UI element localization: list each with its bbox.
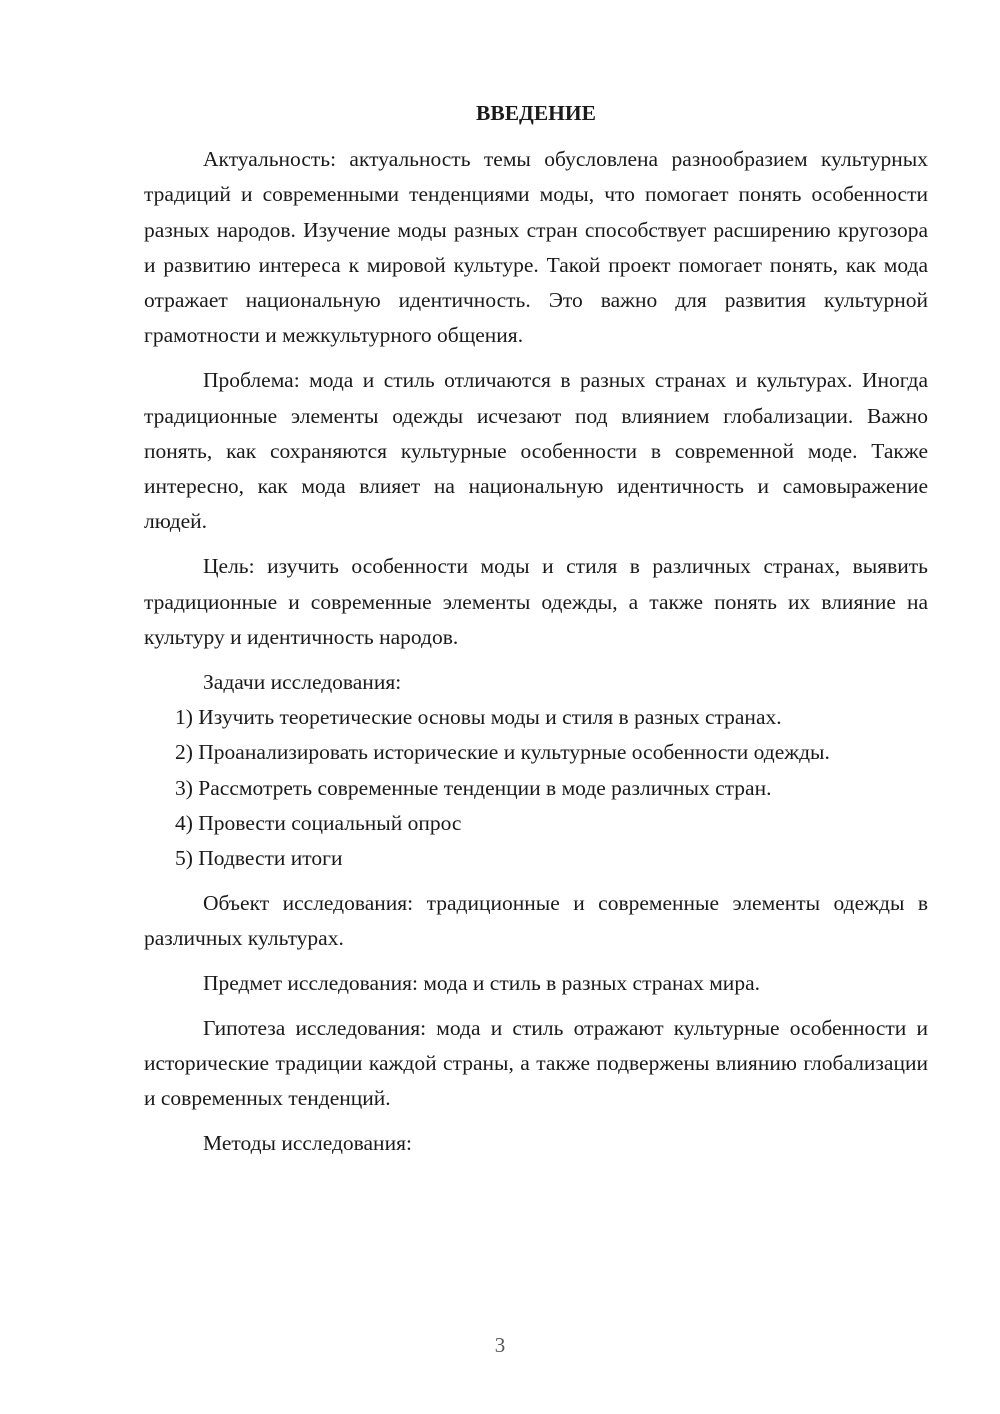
paragraph-subject: Предмет исследования: мода и стиль в разных странах мира. — [203, 971, 760, 996]
paragraph-problem: Проблема: мода и стиль отличаются в разных странах и культурах. Иногда традиционные элементы одежды исчезают под влиянием глобализации. Важно понять, как сохраняются культурные особенности в современной моде. Также интересно, как мода влияет на национальную идентичность и самовыражение людей. — [144, 368, 928, 534]
task-item-2: 2) Проанализировать исторические и культурные особенности одежды. — [175, 740, 830, 765]
paragraph-hypothesis: Гипотеза исследования: мода и стиль отражают культурные особенности и исторические традиции каждой страны, а также подвержены влиянию глобализации и современных тенденций. — [144, 1015, 928, 1111]
task-item-3: 3) Рассмотреть современные тенденции в моде различных стран. — [175, 775, 772, 800]
task-item-4: 4) Провести социальный опрос — [175, 810, 462, 835]
task-item-5: 5) Подвести итоги — [175, 846, 343, 871]
paragraph-object: Объект исследования: традиционные и современные элементы одежды в различных культурах. — [144, 890, 928, 951]
paragraph-relevance: Актуальность: актуальность темы обусловлена разнообразием культурных традиций и современными тенденциями моды, что помогает понять особенности разных народов. Изучение моды разных стран способствует расширению кругозора и развитию интереса к мировой культуре. Такой проект помогает понять, как мода отражает национальную идентичность. Это важно для развития культурной грамотности и межкультурного общения. — [144, 147, 928, 348]
methods-heading: Методы исследования: — [203, 1131, 412, 1156]
page-number: 3 — [494, 1333, 506, 1357]
paragraph-goal: Цель: изучить особенности моды и стиля в различных странах, выявить традиционные и современные элементы одежды, а также понять их влияние на культуру и идентичность народов. — [144, 554, 928, 649]
section-title: ВВЕДЕНИЕ — [476, 101, 596, 125]
task-item-1: 1) Изучить теоретические основы моды и стиля в разных странах. — [175, 704, 782, 729]
document-page — [144, 96, 928, 1162]
tasks-heading: Задачи исследования: — [203, 669, 402, 694]
